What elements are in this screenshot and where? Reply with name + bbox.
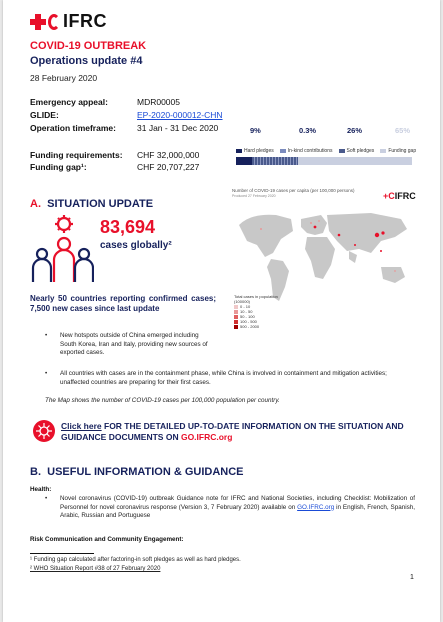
situation-bullet-2: • All countries with cases are in the containment phase, while China is involved in containment and mitigation activities; unaffected countries are preparing for their first cases. — [45, 370, 387, 386]
map-caption: The Map shows the number of COVID-19 cases per 100,000 population per country. — [45, 397, 280, 404]
situation-summary: Nearly 50 countries reporting confirmed cases; 7,500 new cases since last update — [30, 294, 216, 313]
global-cases-label: cases globally² — [100, 240, 172, 251]
people-virus-icon — [30, 214, 94, 286]
document-subtitle: Operations update #4 — [30, 55, 143, 67]
percent-soft-pledges: 26% — [347, 126, 363, 135]
red-crescent-icon — [48, 14, 60, 30]
health-label: Health: — [30, 486, 52, 493]
go-ifrc-link[interactable]: GO.IFRC.org — [297, 503, 335, 511]
section-a-heading: A. SITUATION UPDATE — [30, 198, 154, 210]
appeal-details — [30, 97, 230, 177]
section-b-heading: B. USEFUL INFORMATION & GUIDANCE — [30, 466, 244, 478]
funding-gap-value: CHF 20,707,227 — [137, 162, 200, 172]
percent-funding-gap: 65% — [395, 126, 411, 135]
page-number: 1 — [410, 574, 414, 581]
click-here-link[interactable]: Click here — [61, 421, 102, 431]
funding-stacked-bar — [236, 157, 412, 165]
risk-communication-label: Risk Communication and Community Engagement: — [30, 536, 184, 543]
legend-funding-gap: Funding gap — [380, 148, 416, 154]
legend-hard-pledges: Hard pledges — [236, 148, 274, 154]
legend-in-kind: In-kind contributions — [280, 148, 333, 154]
map-legend-item-2: 10 - 50 — [234, 309, 294, 314]
map-legend-item-3: 50 - 100 — [234, 314, 294, 319]
document-title: COVID-19 OUTBREAK — [30, 40, 147, 52]
health-bullet: • Novel coronavirus (COVID-19) outbreak Guidance note for IFRC and National Societies, including Checklist: Mobilization of Personnel for novel coronavirus response (Version 3, 7 February 2020) available on GO.IFRC.org in English, French, Spanish, Arabic, Russian and Portuguese — [45, 495, 416, 520]
footnote-divider — [30, 553, 94, 554]
glide-label: GLIDE: — [30, 110, 59, 120]
funding-gap-label: Funding gap¹: — [30, 162, 87, 172]
document-page — [3, 0, 440, 622]
map-logo: +CIFRC — [383, 191, 416, 201]
appeal-value: MDR00005 — [137, 97, 180, 107]
map-legend-item-1: 0 - 10 — [234, 304, 294, 309]
logo-text: IFRC — [63, 11, 107, 31]
funding-legend — [236, 148, 416, 154]
appeal-label: Emergency appeal: — [30, 97, 108, 107]
footnote-1: ¹ Funding gap calculated after factoring-in soft pledges as well as hard pledges. — [30, 557, 241, 563]
go-ifrc-site: GO.IFRC.org — [180, 432, 233, 442]
document-date: 28 February 2020 — [30, 73, 98, 83]
timeframe-label: Operation timeframe: — [30, 123, 116, 133]
global-cases-number: 83,694 — [100, 217, 156, 237]
percent-in-kind: 0.3% — [299, 126, 317, 135]
red-cross-icon — [30, 14, 46, 30]
map-legend-item-4: 100 - 500 — [234, 319, 294, 324]
bar-funding-gap — [298, 157, 412, 165]
map-title: Number of COVID-19 cases per capita (per 100,000 persons) — [232, 188, 355, 193]
footnote-2-link[interactable]: ² WHO Situation Report #38 of 27 February 2020 — [30, 566, 161, 572]
bar-hard-pledges — [236, 157, 252, 165]
funding-requirements-label: Funding requirements: — [30, 150, 123, 160]
map-legend-item-5: 500 - 2000 — [234, 324, 294, 329]
funding-requirements-value: CHF 32,000,000 — [137, 150, 200, 160]
timeframe-value: 31 Jan - 31 Dec 2020 — [137, 123, 219, 133]
guidance-link-paragraph: Click here FOR THE DETAILED UP-TO-DATE INFORMATION ON THE SITUATION AND GUIDANCE DOCUMENTS ON GO.IFRC.org — [61, 421, 404, 442]
map-subtitle: Produced 27 February 2020 — [232, 194, 276, 198]
percent-hard-pledges: 9% — [250, 126, 261, 135]
bar-soft-pledges — [252, 157, 298, 165]
glide-link[interactable]: EP-2020-000012-CHN — [137, 110, 223, 120]
map-legend: Total cases in population (100000) 0 - 10 10 - 50 50 - 100 100 - 500 500 - 2000 — [234, 294, 294, 329]
virus-icon — [33, 420, 55, 442]
situation-bullet-1: • New hotspots outside of China emerged including South Korea, Iran and Italy, providing new sources of exported cases. — [45, 332, 208, 357]
ifrc-logo — [30, 11, 107, 32]
legend-soft-pledges: Soft pledges — [339, 148, 375, 154]
